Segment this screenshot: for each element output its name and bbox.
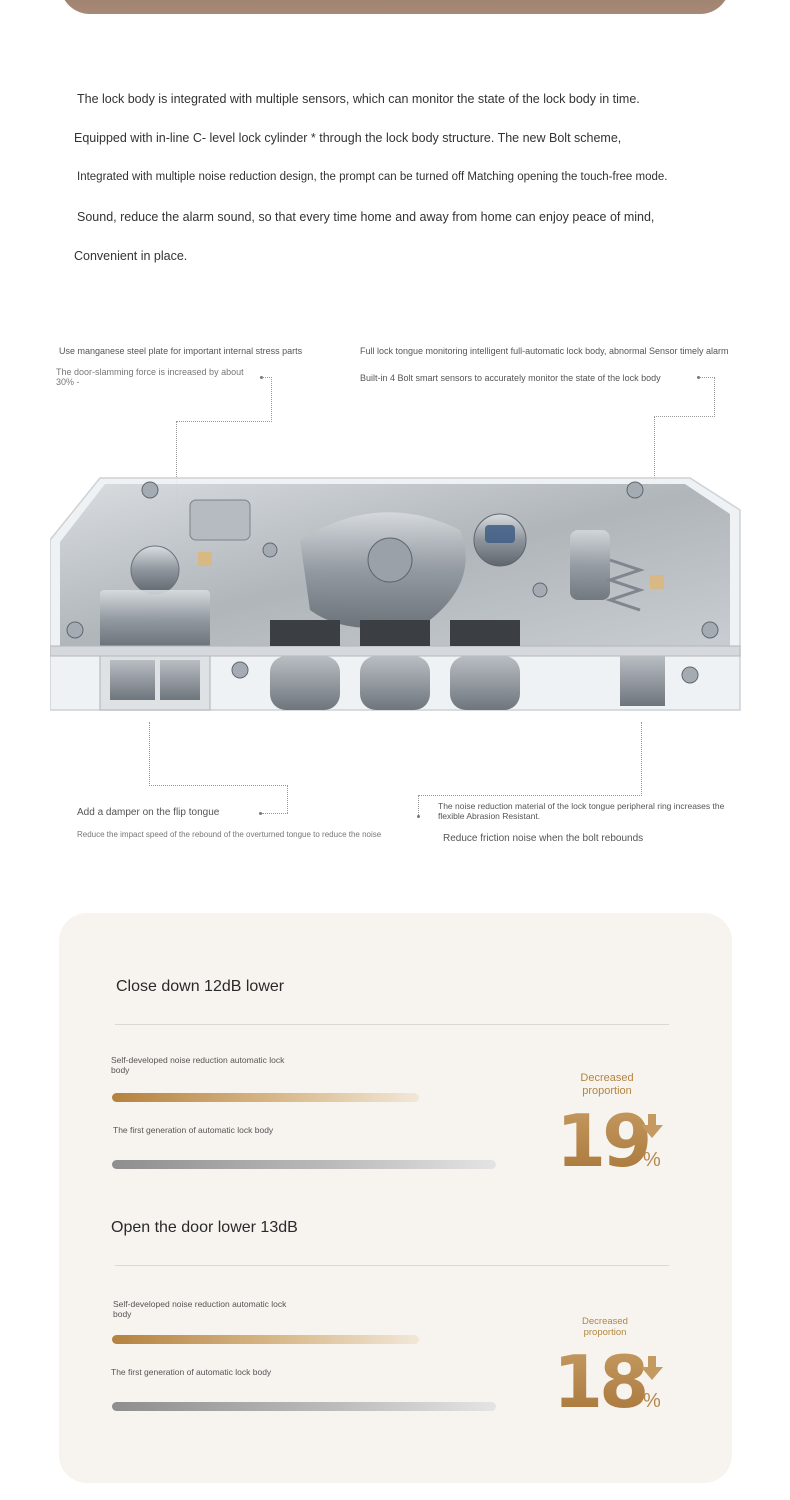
open-bar-self-developed [112,1335,419,1344]
callout-door-slam: The door-slamming force is increased by about 30% - [56,367,244,388]
open-bar1-label: Self-developed noise reduction automatic lock body [113,1299,287,1319]
leader-line [149,785,288,786]
callout-bolt-sensors: Built-in 4 Bolt smart sensors to accurately monitor the state of the lock body [360,373,661,383]
leader-line [418,795,642,796]
close-stat-unit: % [643,1149,661,1171]
close-bar-first-gen [112,1160,496,1169]
open-section-title: Open the door lower 13dB [111,1219,298,1236]
lock-body-diagram [0,330,790,870]
open-stat-label: Decreased proportion [582,1316,628,1338]
callout-tongue-monitor: Full lock tongue monitoring intelligent full-automatic lock body, abnormal Sensor timely alarm [360,346,729,356]
leader-line [149,722,150,786]
open-bar2-label: The first generation of automatic lock body [111,1367,272,1377]
intro-line-1: The lock body is integrated with multiple sensors, which can monitor the state of the lock body in time. [77,92,640,106]
down-arrow-icon [641,1114,663,1138]
noise-comparison-card [59,913,732,1483]
divider [115,1024,669,1025]
leader-line [271,377,272,422]
close-section-title: Close down 12dB lower [116,978,285,995]
divider [115,1265,669,1266]
close-bar-self-developed [112,1093,419,1102]
open-stat-unit: % [643,1390,661,1412]
leader-line [287,785,288,813]
down-arrow-icon [641,1356,663,1380]
leader-line [700,377,715,378]
lock-body-illustration [50,470,745,730]
leader-line [641,722,642,796]
intro-line-4: Sound, reduce the alarm sound, so that every time home and away from home can enjoy peace of mind, [77,210,655,224]
open-bar-first-gen [112,1402,496,1411]
callout-friction: Reduce friction noise when the bolt rebounds [443,833,644,844]
leader-line [714,377,715,417]
callout-ring-material: The noise reduction material of the lock tongue peripheral ring increases the flexible Abrasion Resistant. [438,801,725,821]
close-stat-label: Decreased proportion [580,1072,634,1097]
leader-dot [417,815,420,818]
callout-steel-plate: Use manganese steel plate for important internal stress parts [59,346,303,356]
close-stat-value: 19 [556,1099,649,1183]
open-stat-value: 18 [553,1340,646,1424]
intro-line-3: Integrated with multiple noise reduction design, the prompt can be turned off Matching opening the touch-free mode. [77,171,668,183]
leader-line [654,416,715,417]
leader-line [418,795,419,815]
close-bar1-label: Self-developed noise reduction automatic lock body [111,1055,285,1075]
close-bar2-label: The first generation of automatic lock body [113,1125,274,1135]
intro-line-5: Convenient in place. [74,249,188,263]
intro-line-2: Equipped with in-line C- level lock cylinder * through the lock body structure. The new Bolt scheme, [74,131,622,145]
top-banner [60,0,730,14]
callout-rebound: Reduce the impact speed of the rebound of the overturned tongue to reduce the noise [77,830,382,839]
callout-damper: Add a damper on the flip tongue [77,807,220,818]
leader-line [176,421,272,422]
